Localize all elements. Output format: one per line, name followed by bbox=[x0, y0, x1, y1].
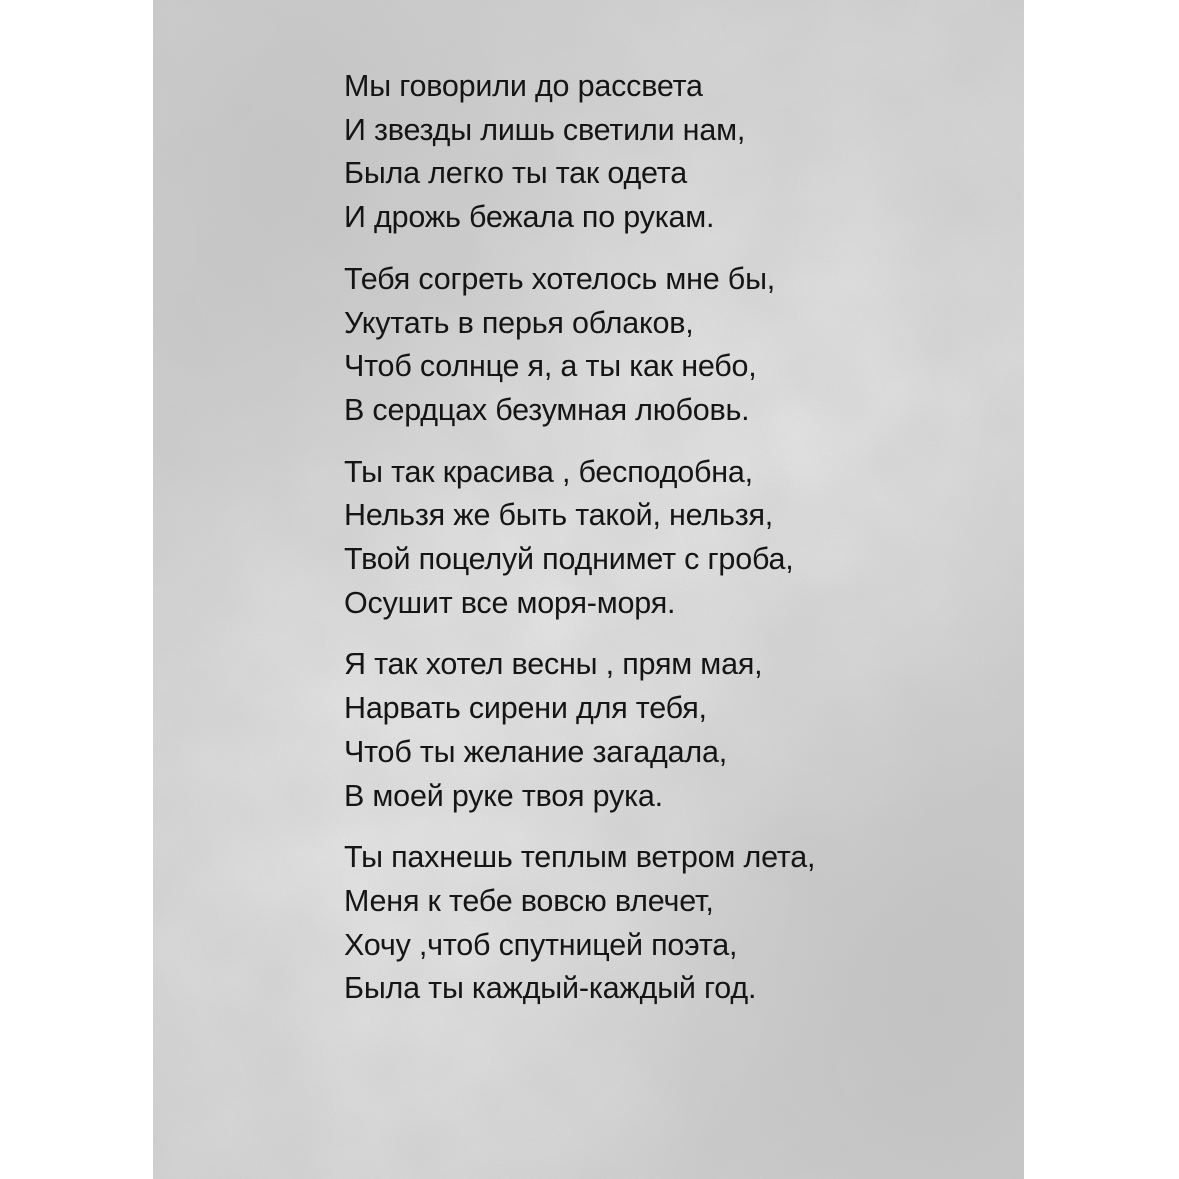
poem-line: Чтоб ты желание загадала, bbox=[344, 734, 728, 769]
poem-line: И дрожь бежала по рукам. bbox=[344, 200, 715, 235]
poem-line: Хочу ,чтоб спутницей поэта, bbox=[344, 927, 738, 962]
poem bbox=[344, 65, 1004, 1029]
poem-line: Нельзя же быть такой, нельзя, bbox=[344, 498, 774, 533]
stanza-1 bbox=[344, 65, 1004, 240]
poem-line: Твой поцелуй поднимет с гроба, bbox=[344, 542, 794, 577]
poem-line: Укутать в перья облаков, bbox=[344, 305, 694, 340]
poem-line: Тебя согреть хотелось мне бы, bbox=[344, 261, 776, 296]
poem-line: В моей руке твоя рука. bbox=[344, 778, 663, 813]
stanza-2 bbox=[344, 258, 1004, 433]
poem-line: Осушит все моря-моря. bbox=[344, 585, 676, 620]
paper-sheet bbox=[153, 0, 1024, 1179]
poem-line: Мы говорили до рассвета bbox=[344, 69, 703, 103]
poem-line: Ты так красива , бесподобна, bbox=[344, 454, 753, 489]
stanza-3 bbox=[344, 451, 1004, 626]
poem-line: Была ты каждый-каждый год. bbox=[344, 971, 757, 1006]
poem-line: Меня к тебе вовсю влечет, bbox=[344, 883, 714, 918]
poem-line: И звезды лишь светили нам, bbox=[344, 112, 746, 147]
poem-line: Была легко ты так одета bbox=[344, 156, 687, 191]
poem-line: Чтоб солнце я, а ты как небо, bbox=[344, 349, 757, 384]
poem-line: В сердцах безумная любовь. bbox=[344, 392, 750, 427]
poem-line: Ты пахнешь теплым ветром лета, bbox=[344, 840, 816, 875]
stanza-5 bbox=[344, 836, 1004, 1011]
stanza-4 bbox=[344, 643, 1004, 818]
poem-line: Я так хотел весны , прям мая, bbox=[344, 647, 763, 682]
poem-line: Нарвать сирени для тебя, bbox=[344, 691, 707, 726]
